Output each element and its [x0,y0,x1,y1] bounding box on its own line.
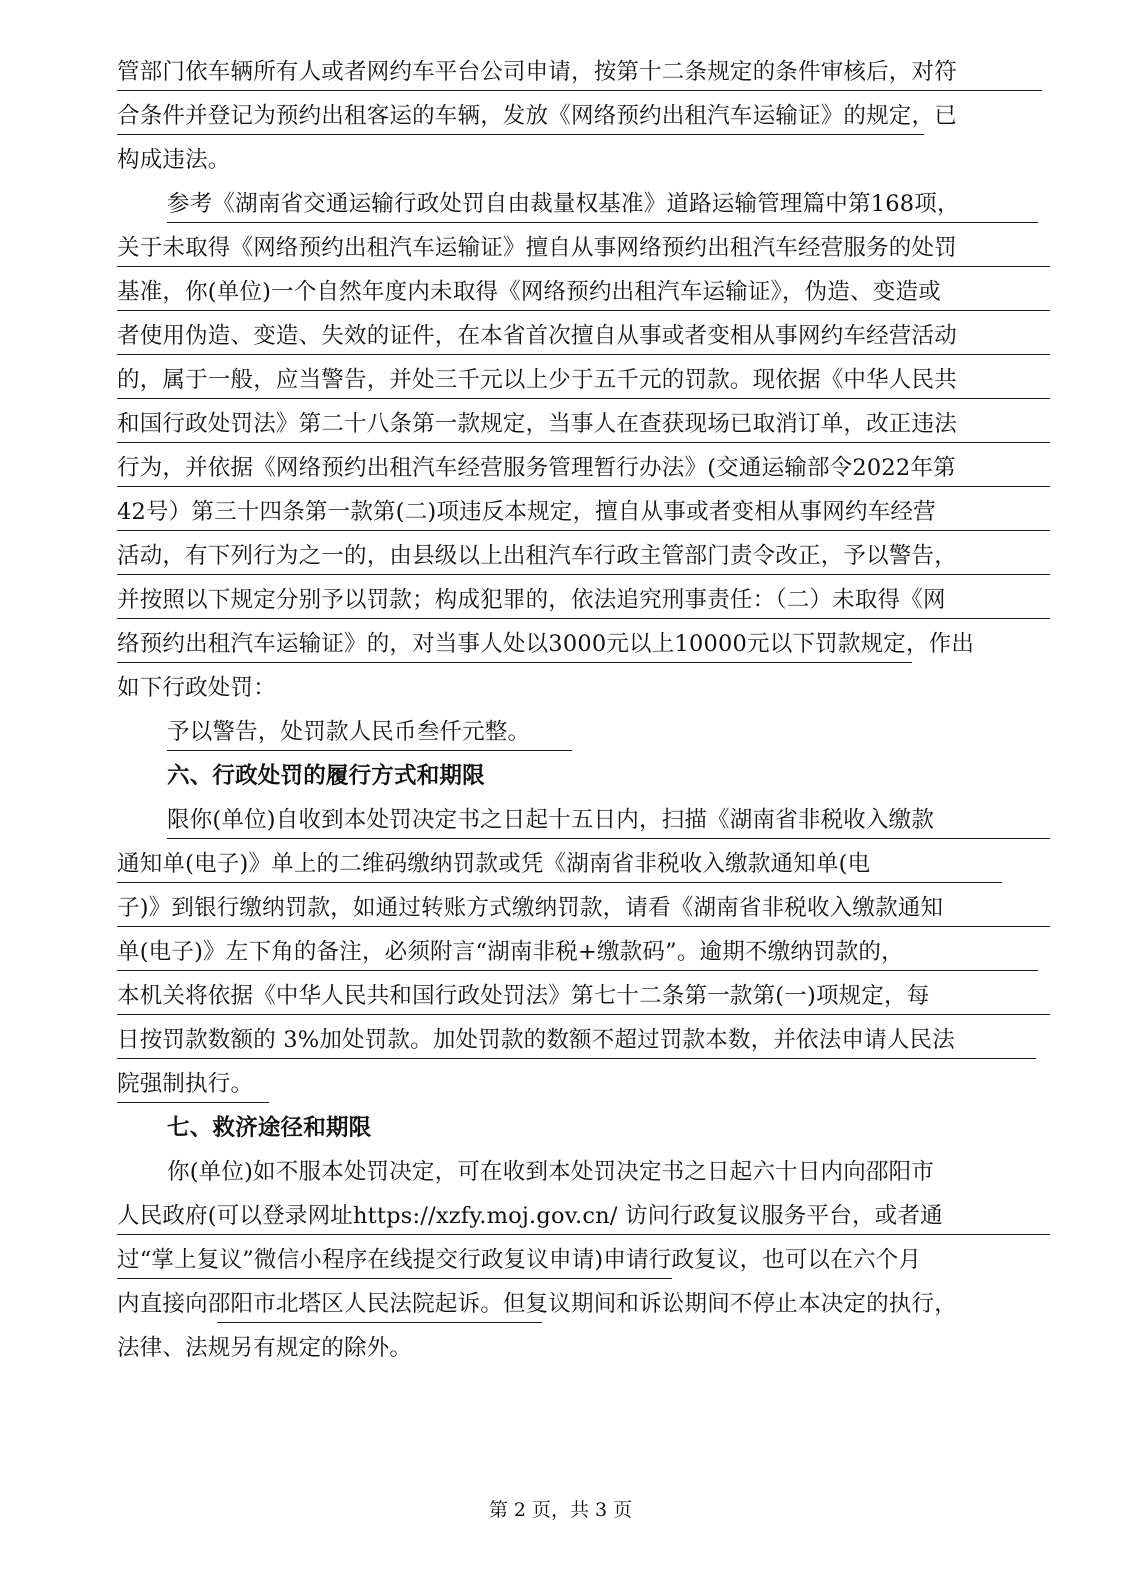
text-line: 42号）第三十四条第一款第(二)项违反本规定，擅自从事或者变相从事网约车经营 [117,490,1052,534]
text-line: 你(单位)如不服本处罚决定，可在收到本处罚决定书之日起六十日内向邵阳市 [167,1159,935,1185]
text-line: 单(电子)》左下角的备注，必须附言“湖南非税+缴款码”。逾期不缴纳罚款的， [117,930,1052,974]
text-line: 限你(单位)自收到本处罚决定书之日起十五日内，扫描《湖南省非税收入缴款 [117,798,1052,842]
text-line: 管部门依车辆所有人或者网约车平台公司申请，按第十二条规定的条件审核后，对符 [117,50,1052,94]
text-line: 的，属于一般，应当警告，并处三千元以上少于五千元的罚款。现依据《中华人民共 [117,358,1052,402]
text-line: 和国行政处罚法》第二十八条第一款规定，当事人在查获现场已取消订单，改正违法 [117,402,1052,446]
text-line: 子)》到银行缴纳罚款，如通过转账方式缴纳罚款，请看《湖南省非税收入缴款通知 [117,886,1052,930]
text-line: 内直接向邵阳市北塔区人民法院起诉。但复议期间和诉讼期间不停止本决定的执行， [117,1282,1052,1326]
text-line: 合条件并登记为预约出租客运的车辆，发放《网络预约出租汽车运输证》的规定，已 [117,94,1052,138]
text-line: 活动，有下列行为之一的，由县级以上出租汽车行政主管部门责令改正，予以警告， [117,534,1052,578]
text-line: 如下行政处罚： [117,675,276,701]
text-line: 日按罚款数额的 3%加处罚款。加处罚款的数额不超过罚款本数，并依法申请人民法 [117,1018,1052,1062]
text-line: 行为，并依据《网络预约出租汽车经营服务管理暂行办法》(交通运输部令2022年第 [117,446,1052,490]
text-line: 参考《湖南省交通运输行政处罚自由裁量权基准》道路运输管理篇中第168项， [117,182,1052,226]
text-line: 法律、法规另有规定的除外。 [117,1335,413,1361]
text-line: 人民政府(可以登录网址https://xzfy.moj.gov.cn/ 访问行政复议服务平台，或者通 [117,1194,1052,1238]
text-line: 者使用伪造、变造、失效的证件，在本省首次擅自从事或者变相从事网约车经营活动 [117,314,1052,358]
page-number-footer: 第 2 页，共 3 页 [488,1499,633,1521]
text-line: 构成违法。 [117,147,231,173]
text-line: 并按照以下规定分别予以罚款；构成犯罪的，依法追究刑事责任：（二）未取得《网 [117,578,1052,622]
section-heading: 六、行政处罚的履行方式和期限 [167,763,485,789]
text-line: 过“掌上复议”微信小程序在线提交行政复议申请)申请行政复议，也可以在六个月 [117,1238,1052,1282]
text-line: 通知单(电子)》单上的二维码缴纳罚款或凭《湖南省非税收入缴款通知单(电 [117,842,1052,886]
document-body [117,50,1052,1370]
section-heading: 七、救济途径和期限 [167,1115,372,1141]
text-line: 本机关将依据《中华人民共和国行政处罚法》第七十二条第一款第(一)项规定，每 [117,974,1052,1018]
text-line: 予以警告，处罚款人民币叁仟元整。 [117,710,1052,754]
text-line: 基准，你(单位)一个自然年度内未取得《网络预约出租汽车运输证》，伪造、变造或 [117,270,1052,314]
text-line: 院强制执行。 [117,1062,1052,1106]
text-line: 关于未取得《网络预约出租汽车运输证》擅自从事网络预约出租汽车经营服务的处罚 [117,226,1052,270]
text-line: 络预约出租汽车运输证》的，对当事人处以3000元以上10000元以下罚款规定，作出 [117,622,1052,666]
